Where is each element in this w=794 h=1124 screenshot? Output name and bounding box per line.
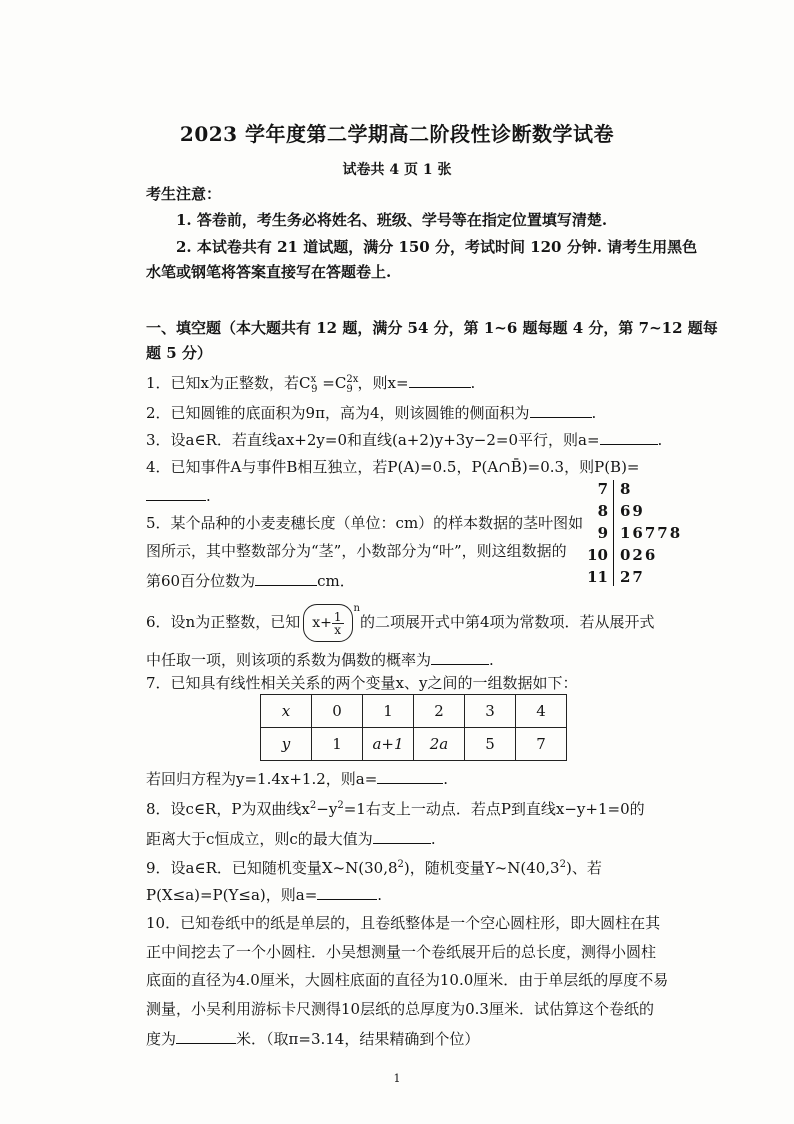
question-8-line-1: 8．设c∈R，P为双曲线$x^2-y^2=1$右支上一动点．若点P到直线x−y+1=0的 [146, 800, 645, 818]
notice-item-2b: 水笔或钢笔将答案直接写在答题卷上. [146, 263, 392, 281]
q5-answer-blank[interactable] [255, 569, 317, 586]
q7-answer-blank[interactable] [377, 767, 443, 784]
q5-text-c: 第60百分位数为 [146, 572, 256, 590]
section1-heading-b: 题 5 分） [146, 344, 212, 362]
notice-heading: 考生注意： [146, 185, 222, 203]
q7-text-c: . [443, 770, 449, 788]
question-10-line-4: 测量，小吴利用游标卡尺测得10层纸的总厚度为0.3厘米．试估算这个卷纸的 [146, 1000, 654, 1018]
leaf-value: 16778 [620, 524, 683, 542]
binomial-x: x+ [312, 615, 332, 631]
binomial-exponent: n [353, 603, 360, 614]
table-cell: 4 [516, 695, 567, 728]
question-4 [146, 457, 640, 477]
stem-value: 7 [597, 480, 608, 498]
leaf-value: 8 [620, 480, 633, 498]
q8-text-d: 距离大于c恒成立，则c的最大值为 [146, 830, 373, 848]
question-7-line-1: 7．已知具有线性相关关系的两个变量x、y之间的一组数据如下： [146, 674, 578, 692]
notice-item-1: 1. 答卷前，考生务必将姓名、班级、学号等在指定位置填写清楚. [176, 211, 608, 229]
q8-text-e: . [430, 830, 436, 848]
q3-answer-blank[interactable] [600, 428, 658, 445]
table-cell: a+1 [363, 728, 414, 761]
q3-text-b: . [657, 431, 663, 449]
q10-answer-blank[interactable] [176, 1027, 236, 1044]
table-cell: 1 [363, 695, 414, 728]
stem-leaf-row [580, 478, 700, 500]
question-6-line-2 [146, 648, 494, 670]
q8-answer-blank[interactable] [373, 827, 431, 844]
question-10-line-5 [146, 1027, 479, 1049]
table-row [261, 695, 567, 728]
q9-text-e: . [377, 886, 383, 904]
leaf-value: 026 [620, 546, 658, 564]
stem-leaf-plot [580, 478, 700, 588]
question-2 [146, 401, 596, 423]
question-8-line-2 [146, 827, 436, 849]
table-cell: 1 [312, 728, 363, 761]
stem-value: 11 [587, 568, 608, 586]
fraction-one-over-x [332, 611, 344, 636]
exam-title: 2023 学年度第二学期高二阶段性诊断数学试卷 [179, 122, 615, 146]
stem-leaf-row [580, 544, 700, 566]
q4-answer-blank[interactable] [146, 484, 206, 501]
q9-text-b: )，随机变量Y~N(40,3 [403, 859, 560, 877]
question-5-line-1: 5．某个品种的小麦麦穗长度（单位：cm）的样本数据的茎叶图如 [146, 514, 584, 532]
question-10-line-3: 底面的直径为4.0厘米，大圆柱底面的直径为10.0厘米．由于单层纸的厚度不易 [146, 971, 669, 989]
question-7-line-2 [146, 767, 448, 789]
q1-text-c: ，则x= [357, 374, 409, 392]
table-header-x: x [261, 695, 312, 728]
xy-data-table [260, 694, 567, 761]
exam-subtitle: 试卷共 4 页 1 张 [342, 162, 452, 178]
q6-text-a: 6．设n为正整数，已知 [146, 613, 301, 631]
q1-text-d: . [470, 374, 476, 392]
q6-text-d: . [489, 651, 494, 669]
q6-answer-blank[interactable] [431, 648, 489, 665]
q4-text-b: . [206, 487, 211, 505]
question-9-line-2 [146, 883, 382, 905]
question-9-line-1: 9．设a∈R．已知随机变量X~N(30,8$^2$)，随机变量Y~N(40,3$^2$)、若 [146, 859, 602, 877]
q7-text-b: 若回归方程为y=1.4x+1.2，则a= [146, 770, 378, 788]
stem-value: 10 [587, 546, 608, 564]
stem-leaf-row [580, 500, 700, 522]
question-4-line-2 [146, 484, 211, 506]
q3-text-a: 3．设a∈R．若直线ax+2y=0和直线(a+2)y+3y−2=0平行，则a= [146, 431, 600, 449]
q10-text-f: 米．（取π=3.14，结果精确到个位） [236, 1030, 480, 1048]
q9-text-d: P(X≤a)=P(Y≤a)，则a= [146, 886, 318, 904]
table-cell: 7 [516, 728, 567, 761]
table-header-y: y [261, 728, 312, 761]
leaf-value: 69 [620, 502, 645, 520]
q2-answer-blank[interactable] [530, 401, 592, 418]
stem-leaf-row [580, 522, 700, 544]
q8-text-c: =1右支上一动点．若点P到直线x−y+1=0的 [343, 800, 645, 818]
fraction-numerator: 1 [333, 609, 342, 624]
section1-heading-a: 一、填空题（本大题共有 12 题，满分 54 分，第 1~6 题每题 4 分，第 7~12 题每 [146, 319, 718, 337]
notice-item-2a: 2. 本试卷共有 21 道试题，满分 150 分，考试时间 120 分钟. 请考生用黑色 [176, 238, 698, 256]
binomial-expression [303, 604, 352, 642]
question-5-line-2: 图所示，其中整数部分为“茎”，小数部分为“叶”，则这组数据的 [146, 542, 567, 560]
q10-text-e: 度为 [146, 1030, 177, 1048]
question-1: 1．已知x为正整数，若$C^x_9 =C^{2x}_9$ ，则x= . [146, 370, 475, 400]
question-3 [146, 428, 662, 450]
question-10-line-1: 10．已知卷纸中的纸是单层的，且卷纸整体是一个空心圆柱形，即大圆柱在其 [146, 914, 661, 932]
question-5-line-3 [146, 569, 355, 591]
table-cell: 3 [465, 695, 516, 728]
q2-text-b: . [591, 404, 597, 422]
q8-text-a: 8．设c∈R，P为双曲线x [146, 800, 310, 818]
question-6-line-1 [146, 604, 655, 642]
stem-value: 8 [597, 502, 608, 520]
q4-text-a: 4．已知事件A与事件B相互独立，若P(A)=0.5，P(A∩B̄)=0.3，则P(B)= [146, 458, 640, 476]
table-row [261, 728, 567, 761]
q1-answer-blank[interactable] [409, 371, 471, 388]
q5-text-d: cm． [317, 572, 355, 590]
q1-text-b: =C [322, 374, 347, 392]
table-cell: 2a [414, 728, 465, 761]
question-10-line-2: 正中间挖去了一个小圆柱．小吴想测量一个卷纸展开后的总长度，测得小圆柱 [146, 943, 657, 961]
q6-text-c: 中任取一项，则该项的系数为偶数的概率为 [146, 651, 432, 669]
q9-text-a: 9．设a∈R．已知随机变量X~N(30,8 [146, 859, 398, 877]
leaf-value: 27 [620, 568, 645, 586]
q9-text-c: )、若 [565, 859, 602, 877]
table-cell: 5 [465, 728, 516, 761]
stem-leaf-row [580, 566, 700, 588]
q6-text-b: 的二项展开式中第4项为常数项．若从展开式 [359, 613, 655, 631]
stem-value: 9 [597, 524, 608, 542]
fraction-denominator: x [334, 622, 342, 637]
q2-text-a: 2．已知圆锥的底面积为9π，高为4，则该圆锥的侧面积为 [146, 404, 530, 422]
table-cell: 2 [414, 695, 465, 728]
page-number: 1 [393, 1072, 401, 1085]
table-cell: 0 [312, 695, 363, 728]
q1-text-a: 1．已知x为正整数，若C [146, 374, 311, 392]
q8-text-b: −y [316, 800, 338, 818]
q9-answer-blank[interactable] [317, 883, 377, 900]
